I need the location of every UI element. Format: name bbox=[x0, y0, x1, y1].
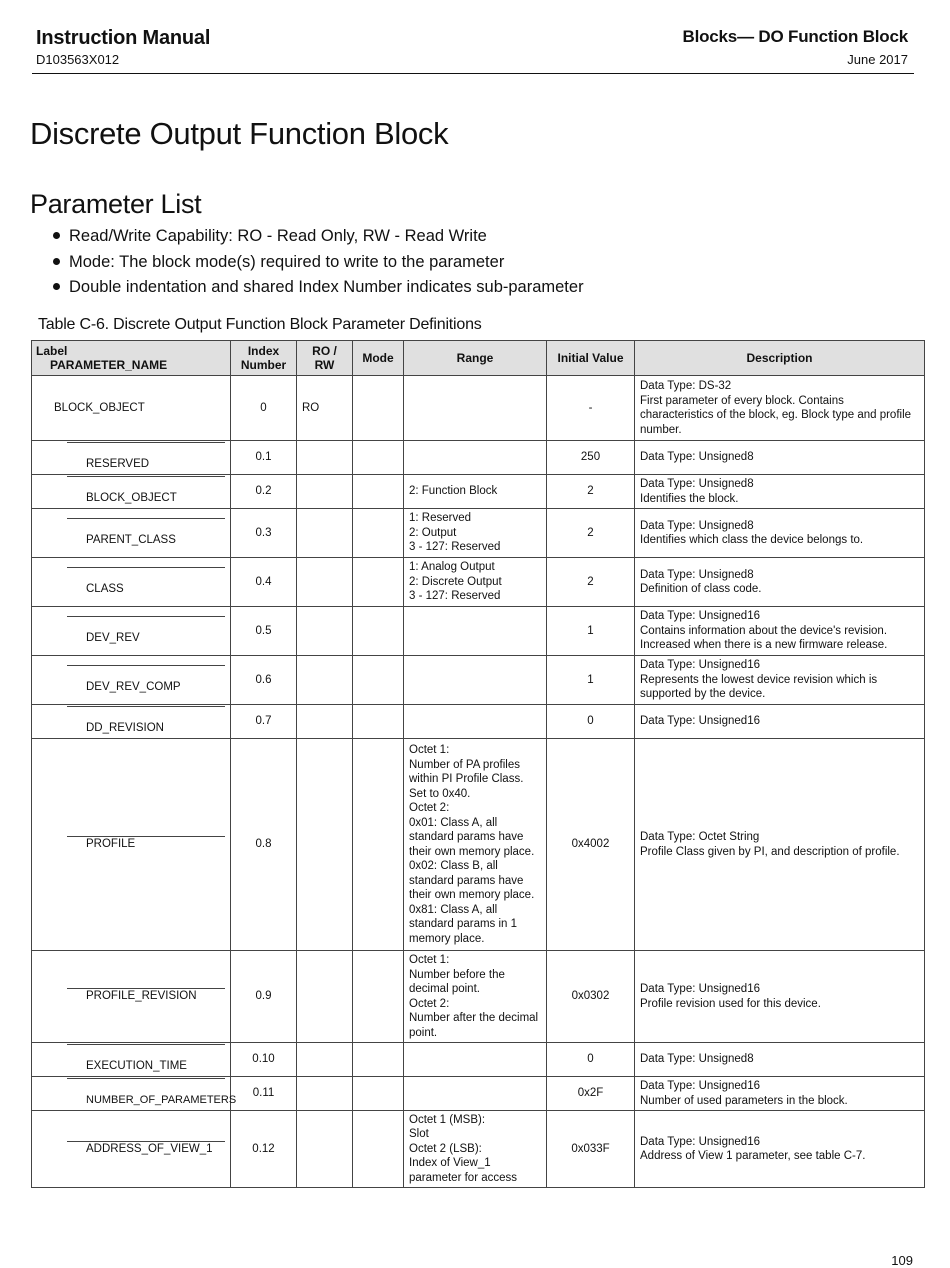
param-description: Data Type: Unsigned8 Identifies the block. bbox=[635, 475, 925, 509]
param-mode bbox=[353, 475, 404, 509]
table-row bbox=[32, 739, 925, 951]
param-rorw bbox=[297, 1077, 353, 1111]
param-initial-value: 0x0302 bbox=[547, 951, 635, 1043]
param-index: 0.6 bbox=[231, 656, 297, 705]
param-description: Data Type: Octet String Profile Class given by PI, and description of profile. bbox=[635, 739, 925, 951]
param-rorw bbox=[297, 1043, 353, 1077]
header-label bbox=[32, 341, 231, 376]
param-range: Octet 1 (MSB): Slot Octet 2 (LSB): Index of View_1 parameter for access bbox=[404, 1111, 547, 1188]
param-mode bbox=[353, 558, 404, 607]
param-mode bbox=[353, 1111, 404, 1188]
param-initial-value: 0x4002 bbox=[547, 739, 635, 951]
param-description: Data Type: Unsigned16 Address of View 1 parameter, see table C-7. bbox=[635, 1111, 925, 1188]
param-description: Data Type: Unsigned8 Definition of class code. bbox=[635, 558, 925, 607]
param-rorw bbox=[297, 656, 353, 705]
running-header-left bbox=[36, 27, 210, 67]
param-label: BLOCK_OBJECT bbox=[32, 475, 231, 509]
param-rorw bbox=[297, 441, 353, 475]
param-mode bbox=[353, 656, 404, 705]
param-label: CLASS bbox=[32, 558, 231, 607]
param-description: Data Type: Unsigned16 Profile revision used for this device. bbox=[635, 951, 925, 1043]
param-description: Data Type: DS-32 First parameter of every block. Contains characteristics of the block, eg. Block type and profile number. bbox=[635, 376, 925, 441]
table-row bbox=[32, 509, 925, 558]
param-index: 0.7 bbox=[231, 705, 297, 739]
bullet-list bbox=[52, 225, 584, 302]
param-description: Data Type: Unsigned16 Contains information about the device's revision. Increased when there is a new firmware release. bbox=[635, 607, 925, 656]
param-initial-value: 0 bbox=[547, 705, 635, 739]
param-label: DD_REVISION bbox=[32, 705, 231, 739]
param-range bbox=[404, 441, 547, 475]
param-mode bbox=[353, 1077, 404, 1111]
param-label: PROFILE bbox=[32, 739, 231, 951]
param-range bbox=[404, 705, 547, 739]
bullet-item: Read/Write Capability: RO - Read Only, RW - Read Write bbox=[52, 225, 584, 251]
table-row bbox=[32, 607, 925, 656]
header-mode: Mode bbox=[353, 341, 404, 376]
param-initial-value: 2 bbox=[547, 509, 635, 558]
param-initial-value: 2 bbox=[547, 475, 635, 509]
page-title: Discrete Output Function Block bbox=[30, 116, 449, 151]
header-date: June 2017 bbox=[847, 52, 908, 67]
table-row bbox=[32, 951, 925, 1043]
table-row bbox=[32, 1111, 925, 1188]
param-label: PROFILE_REVISION bbox=[32, 951, 231, 1043]
param-label: RESERVED bbox=[32, 441, 231, 475]
param-label: NUMBER_OF_PARAMETERS bbox=[32, 1077, 231, 1111]
header-description: Description bbox=[635, 341, 925, 376]
param-rorw bbox=[297, 705, 353, 739]
param-index: 0.1 bbox=[231, 441, 297, 475]
param-rorw bbox=[297, 1111, 353, 1188]
param-rorw bbox=[297, 951, 353, 1043]
param-description: Data Type: Unsigned8 bbox=[635, 1043, 925, 1077]
table-row bbox=[32, 441, 925, 475]
table-row bbox=[32, 475, 925, 509]
table-row bbox=[32, 656, 925, 705]
bullet-item: Mode: The block mode(s) required to write to the parameter bbox=[52, 251, 584, 277]
param-label: EXECUTION_TIME bbox=[32, 1043, 231, 1077]
param-initial-value: 1 bbox=[547, 607, 635, 656]
param-description: Data Type: Unsigned16 Represents the lowest device revision which is supported by the device. bbox=[635, 656, 925, 705]
param-label: BLOCK_OBJECT bbox=[32, 376, 231, 441]
param-label: DEV_REV bbox=[32, 607, 231, 656]
page-number: 109 bbox=[891, 1253, 913, 1268]
param-range bbox=[404, 656, 547, 705]
param-index: 0.8 bbox=[231, 739, 297, 951]
section-title: Parameter List bbox=[30, 189, 202, 219]
table-header-row bbox=[32, 341, 925, 376]
header-initial-value: Initial Value bbox=[547, 341, 635, 376]
table-row bbox=[32, 1043, 925, 1077]
param-initial-value: 0x2F bbox=[547, 1077, 635, 1111]
header-section-title: Blocks— DO Function Block bbox=[682, 27, 908, 46]
param-description: Data Type: Unsigned8 Identifies which class the device belongs to. bbox=[635, 509, 925, 558]
param-index: 0.3 bbox=[231, 509, 297, 558]
table-row bbox=[32, 1077, 925, 1111]
header-label-line2: PARAMETER_NAME bbox=[50, 358, 168, 372]
param-range bbox=[404, 1077, 547, 1111]
manual-title: Instruction Manual bbox=[36, 27, 211, 49]
param-mode bbox=[353, 376, 404, 441]
param-index: 0.9 bbox=[231, 951, 297, 1043]
param-index: 0.10 bbox=[231, 1043, 297, 1077]
param-label: DEV_REV_COMP bbox=[32, 656, 231, 705]
param-label: PARENT_CLASS bbox=[32, 509, 231, 558]
param-range: 1: Analog Output 2: Discrete Output 3 - 127: Reserved bbox=[404, 558, 547, 607]
param-initial-value: 1 bbox=[547, 656, 635, 705]
parameter-table bbox=[31, 340, 925, 1188]
param-mode bbox=[353, 441, 404, 475]
param-rorw bbox=[297, 739, 353, 951]
header-rorw: RO / RW bbox=[297, 341, 353, 376]
header-index: Index Number bbox=[231, 341, 297, 376]
param-description: Data Type: Unsigned16 Number of used parameters in the block. bbox=[635, 1077, 925, 1111]
header-range: Range bbox=[404, 341, 547, 376]
running-header-right bbox=[683, 27, 908, 67]
param-range bbox=[404, 607, 547, 656]
param-index: 0 bbox=[231, 376, 297, 441]
table-row bbox=[32, 376, 925, 441]
table-row bbox=[32, 705, 925, 739]
param-mode bbox=[353, 1043, 404, 1077]
param-rorw bbox=[297, 509, 353, 558]
param-mode bbox=[353, 739, 404, 951]
param-label: ADDRESS_OF_VIEW_1 bbox=[32, 1111, 231, 1188]
param-mode bbox=[353, 951, 404, 1043]
bullet-item: Double indentation and shared Index Number indicates sub-parameter bbox=[52, 276, 584, 302]
param-range: Octet 1: Number of PA profiles within PI Profile Class. Set to 0x40. Octet 2: 0x01: Class A, all standard params have their own memory place. 0x02: Class B, all standard params have their own memory place. 0x81: Class A, all standard params in 1 memory place. bbox=[404, 739, 547, 951]
table-row bbox=[32, 558, 925, 607]
document-number: D103563X012 bbox=[36, 52, 120, 67]
header-divider bbox=[32, 73, 914, 74]
param-mode bbox=[353, 509, 404, 558]
param-range: Octet 1: Number before the decimal point. Octet 2: Number after the decimal point. bbox=[404, 951, 547, 1043]
param-initial-value: 0 bbox=[547, 1043, 635, 1077]
param-range: 2: Function Block bbox=[404, 475, 547, 509]
param-mode bbox=[353, 607, 404, 656]
param-index: 0.2 bbox=[231, 475, 297, 509]
param-range: 1: Reserved 2: Output 3 - 127: Reserved bbox=[404, 509, 547, 558]
param-range bbox=[404, 376, 547, 441]
header-label-line1: Label bbox=[36, 344, 68, 358]
param-initial-value: 250 bbox=[547, 441, 635, 475]
param-rorw bbox=[297, 558, 353, 607]
param-description: Data Type: Unsigned16 bbox=[635, 705, 925, 739]
param-index: 0.4 bbox=[231, 558, 297, 607]
param-rorw: RO bbox=[297, 376, 353, 441]
param-initial-value: - bbox=[547, 376, 635, 441]
param-range bbox=[404, 1043, 547, 1077]
param-rorw bbox=[297, 475, 353, 509]
param-rorw bbox=[297, 607, 353, 656]
param-index: 0.5 bbox=[231, 607, 297, 656]
param-initial-value: 0x033F bbox=[547, 1111, 635, 1188]
param-description: Data Type: Unsigned8 bbox=[635, 441, 925, 475]
param-mode bbox=[353, 705, 404, 739]
param-index: 0.12 bbox=[231, 1111, 297, 1188]
table-caption: Table C-6. Discrete Output Function Block Parameter Definitions bbox=[38, 316, 482, 333]
param-index: 0.11 bbox=[231, 1077, 297, 1111]
param-initial-value: 2 bbox=[547, 558, 635, 607]
